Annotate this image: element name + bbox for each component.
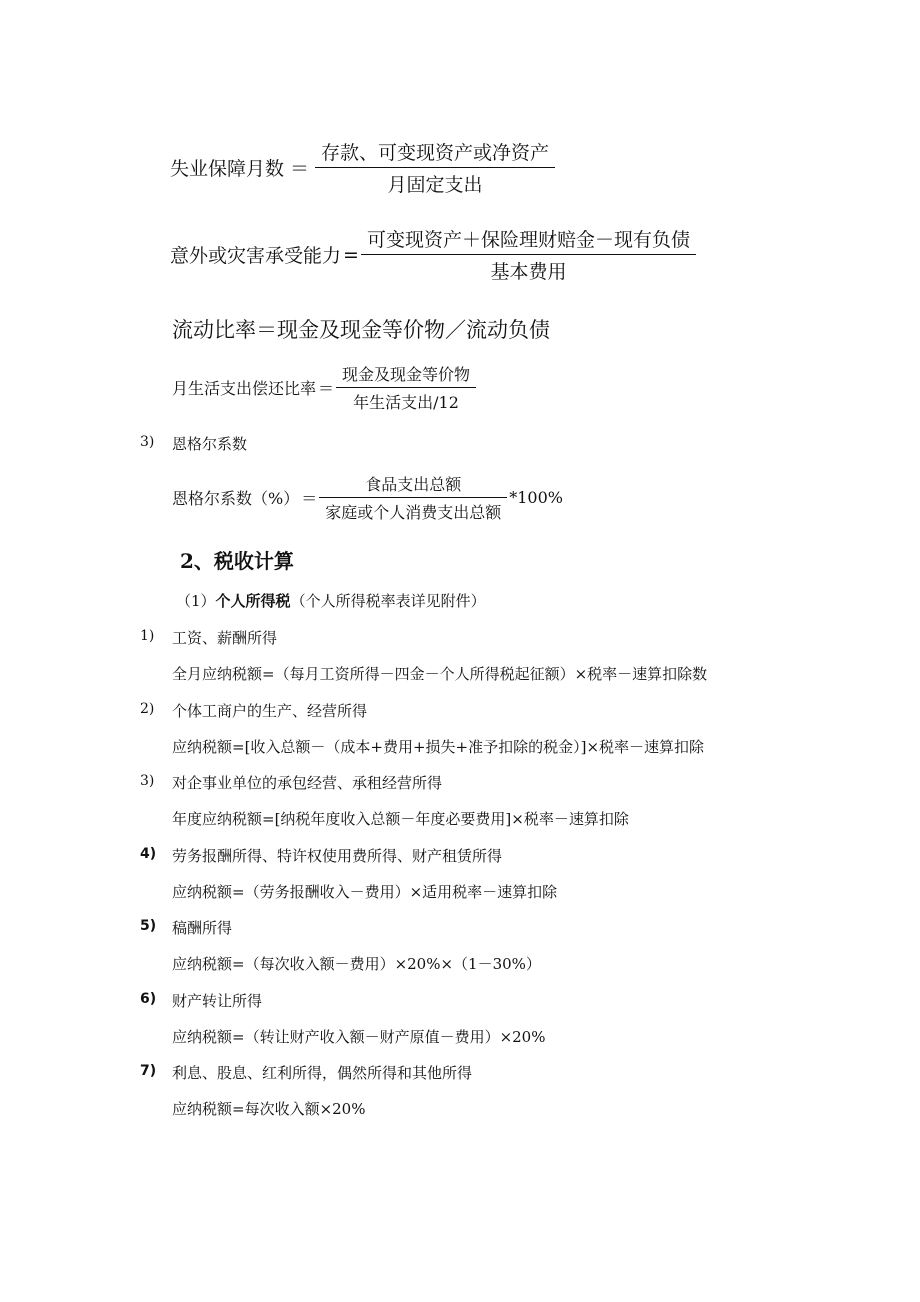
- formula-unemployment: [170, 138, 555, 197]
- list-number: 2): [140, 701, 155, 717]
- list-item-title: 劳务报酬所得、特许权使用费所得、财产租赁所得: [172, 847, 503, 865]
- list-item-formula: 应纳税额=[收入总额－（成本+费用+损失+准予扣除的税金）]×税率－速算扣除: [172, 738, 705, 756]
- list-item-title: 利息、股息、红利所得，偶然所得和其他所得: [172, 1064, 473, 1082]
- subsection-number: （1）: [176, 592, 216, 610]
- formula-engel: [172, 472, 563, 523]
- equals-sign: ＝: [318, 379, 335, 398]
- fraction-denominator: 家庭或个人消费支出总额: [325, 503, 502, 522]
- list-item-title: 个体工商户的生产、经营所得: [172, 702, 368, 720]
- fraction-denominator: 年生活支出/12: [353, 393, 459, 412]
- fraction: [319, 472, 507, 523]
- list-item-formula: 应纳税额=（劳务报酬收入－费用）×适用税率－速算扣除: [172, 883, 558, 901]
- list-number: 5): [140, 918, 157, 934]
- list-item-formula: 应纳税额=每次收入额×20%: [172, 1100, 366, 1118]
- fraction: [361, 225, 696, 284]
- subsection-title: 个人所得税: [215, 592, 291, 610]
- formula-living-expense: [172, 362, 476, 413]
- formula-lhs: 失业保障月数: [170, 158, 285, 180]
- list-number: 3): [140, 434, 155, 450]
- fraction: [336, 362, 476, 413]
- list-number: 6): [140, 991, 157, 1007]
- list-item-formula: 应纳税额=（转让财产收入额－财产原值－费用）×20%: [172, 1028, 546, 1046]
- list-item-title: 对企事业单位的承包经营、承租经营所得: [172, 774, 443, 792]
- equals-sign: =: [343, 243, 359, 266]
- fraction-numerator: 现金及现金等价物: [342, 365, 471, 384]
- list-number: 7): [140, 1063, 157, 1079]
- section-heading: 2、税收计算: [180, 549, 294, 573]
- list-item-formula: 年度应纳税额=[纳税年度收入总额－年度必要费用]×税率－速算扣除: [172, 810, 629, 828]
- list-item-formula: 应纳税额=（每次收入额－费用）×20%×（1－30%）: [172, 955, 541, 973]
- list-item-title: 财产转让所得: [172, 992, 263, 1010]
- fraction-numerator: 存款、可变现资产或净资产: [321, 142, 550, 164]
- list-item-title: 工资、薪酬所得: [172, 629, 278, 647]
- list-item-title: 稿酬所得: [172, 919, 233, 937]
- fraction: [315, 138, 555, 197]
- formula-liquidity: 流动比率＝现金及现金等价物／流动负债: [172, 318, 550, 342]
- fraction-numerator: 可变现资产＋保险理财赔金－现有负债: [366, 229, 690, 251]
- engel-heading: 恩格尔系数: [172, 435, 248, 453]
- formula-tail: *100%: [509, 488, 563, 507]
- equals-sign: ＝: [290, 158, 310, 180]
- formula-lhs: 恩格尔系数（%）: [172, 489, 300, 508]
- list-number: 4): [140, 846, 157, 862]
- fraction-numerator: 食品支出总额: [365, 475, 462, 494]
- list-item-formula: 全月应纳税额=（每月工资所得－四金－个人所得税起征额）×税率－速算扣除数: [172, 665, 708, 683]
- fraction-denominator: 基本费用: [490, 261, 567, 283]
- formula-disaster: [170, 225, 696, 284]
- formula-lhs: 月生活支出偿还比率: [172, 379, 317, 398]
- fraction-denominator: 月固定支出: [387, 174, 483, 196]
- equals-sign: ＝: [301, 489, 318, 508]
- list-number: 3): [140, 773, 155, 789]
- subsection-heading: [176, 590, 486, 611]
- subsection-note: （个人所得税率表详见附件）: [290, 592, 486, 610]
- formula-lhs: 意外或灾害承受能力: [170, 245, 342, 267]
- list-number: 1): [140, 628, 155, 644]
